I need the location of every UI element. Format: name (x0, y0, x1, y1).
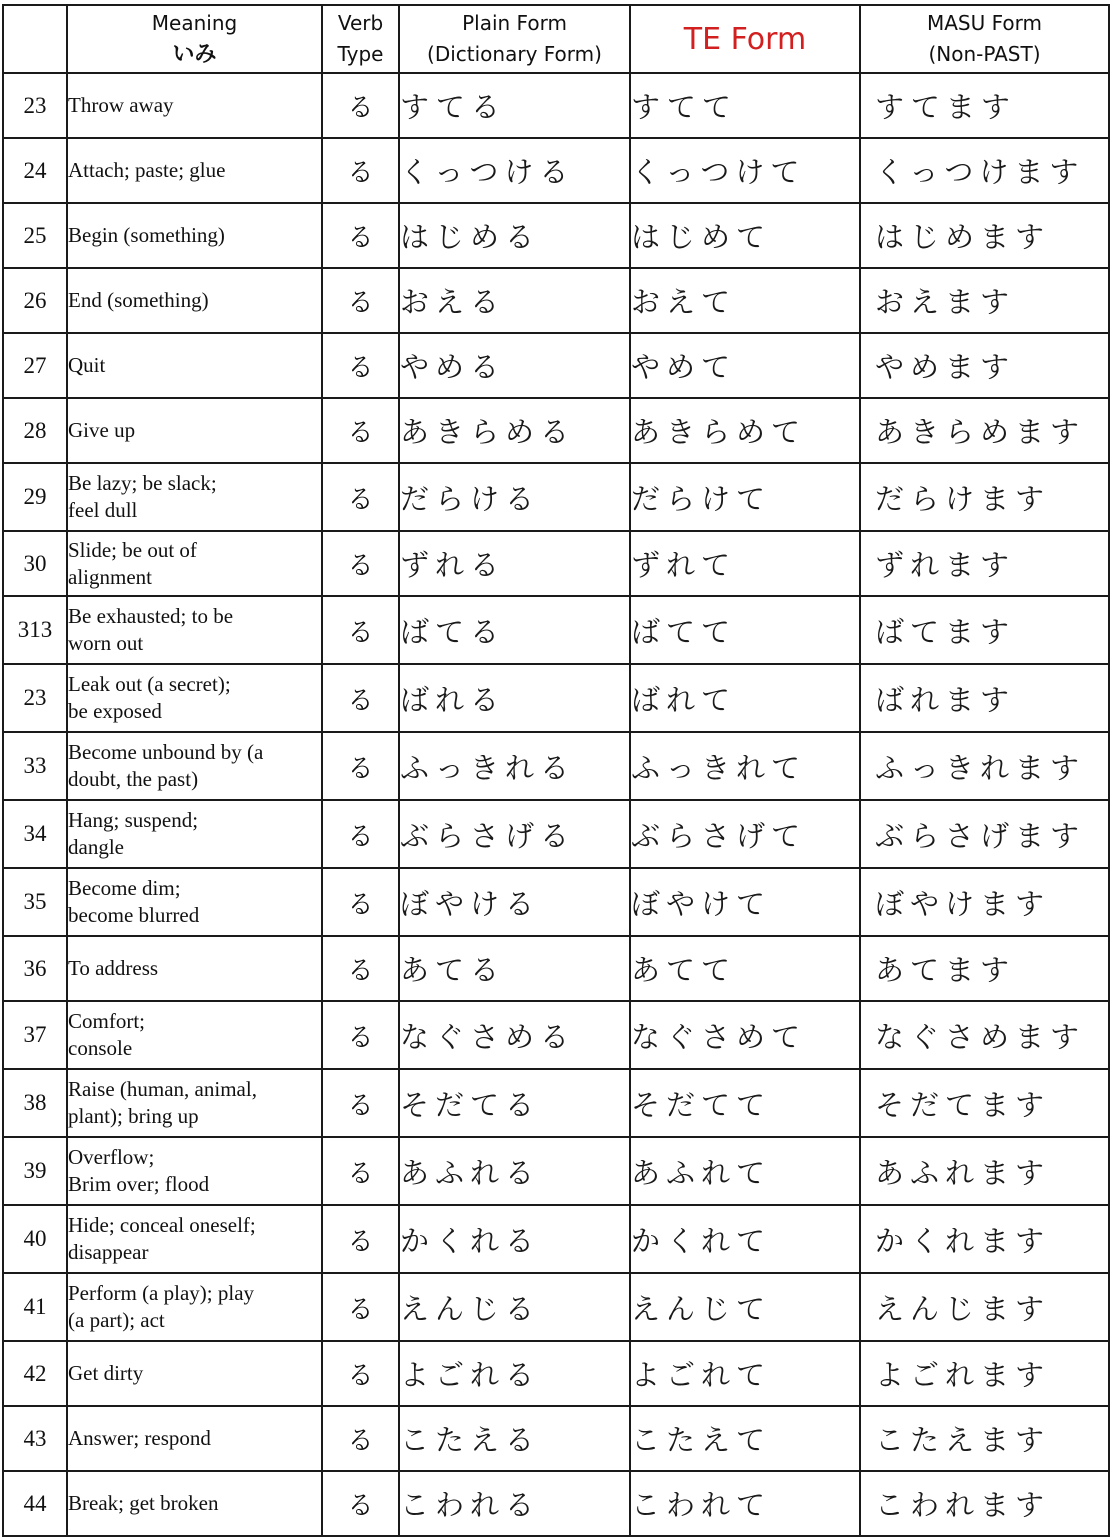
header-row (3, 5, 1109, 73)
header-meaning (67, 5, 322, 73)
verb-type-cell: る (322, 398, 399, 463)
meaning-cell (67, 596, 322, 664)
meaning-line: Become unbound by (a (68, 740, 264, 764)
meaning-line: Hide; conceal oneself; (68, 1213, 256, 1237)
table-row (3, 1406, 1109, 1471)
row-number: 313 (3, 596, 67, 664)
row-number: 23 (3, 73, 67, 138)
meaning-line: Overflow; (68, 1145, 155, 1169)
masu-form-cell: そだてます (860, 1069, 1109, 1137)
verb-type-cell: る (322, 1137, 399, 1205)
header-plain-form-line2: (Dictionary Form) (427, 42, 602, 66)
row-number: 26 (3, 268, 67, 333)
verb-type-cell: る (322, 1205, 399, 1273)
te-form-cell: ずれて (630, 531, 860, 596)
verb-type-cell: る (322, 664, 399, 732)
row-number: 29 (3, 463, 67, 531)
meaning-cell (67, 1001, 322, 1069)
table-row (3, 531, 1109, 596)
meaning-line: doubt, the past) (68, 767, 199, 791)
meaning-line: Leak out (a secret); (68, 672, 231, 696)
te-form-cell: ぶらさげて (630, 800, 860, 868)
meaning-line: plant); bring up (68, 1104, 199, 1128)
verb-conjugation-sheet (2, 4, 1108, 1537)
plain-form-cell: あふれる (399, 1137, 630, 1205)
verb-type-cell: る (322, 333, 399, 398)
te-form-cell: だらけて (630, 463, 860, 531)
plain-form-cell: よごれる (399, 1341, 630, 1406)
row-number: 38 (3, 1069, 67, 1137)
masu-form-cell: はじめます (860, 203, 1109, 268)
table-row (3, 936, 1109, 1001)
verb-type-cell: る (322, 1001, 399, 1069)
te-form-cell: よごれて (630, 1341, 860, 1406)
masu-form-cell: ずれます (860, 531, 1109, 596)
header-te-form-label: TE Form (683, 21, 807, 57)
meaning-line: Get dirty (68, 1361, 144, 1385)
masu-form-cell: ばてます (860, 596, 1109, 664)
masu-form-cell: よごれます (860, 1341, 1109, 1406)
masu-form-cell: かくれます (860, 1205, 1109, 1273)
te-form-cell: かくれて (630, 1205, 860, 1273)
table-row (3, 800, 1109, 868)
verb-type-cell: る (322, 203, 399, 268)
plain-form-cell: ぶらさげる (399, 800, 630, 868)
plain-form-cell: はじめる (399, 203, 630, 268)
header-te-form (630, 5, 860, 73)
plain-form-cell: すてる (399, 73, 630, 138)
row-number: 40 (3, 1205, 67, 1273)
verb-type-cell: る (322, 1406, 399, 1471)
row-number: 44 (3, 1471, 67, 1536)
table-row (3, 1341, 1109, 1406)
verb-type-cell: る (322, 73, 399, 138)
table-row (3, 1137, 1109, 1205)
meaning-line: console (68, 1036, 133, 1060)
header-meaning-label: Meaning (151, 11, 238, 35)
meaning-line: Be exhausted; to be (68, 604, 234, 628)
plain-form-cell: ずれる (399, 531, 630, 596)
masu-form-cell: えんじます (860, 1273, 1109, 1341)
masu-form-cell: あきらめます (860, 398, 1109, 463)
meaning-line: Be lazy; be slack; (68, 471, 217, 495)
masu-form-cell: こわれます (860, 1471, 1109, 1536)
table-row (3, 203, 1109, 268)
table-row (3, 1069, 1109, 1137)
header-plain-form (399, 5, 630, 73)
meaning-cell (67, 1137, 322, 1205)
plain-form-cell: こたえる (399, 1406, 630, 1471)
te-form-cell: なぐさめて (630, 1001, 860, 1069)
meaning-cell (67, 1406, 322, 1471)
meaning-cell (67, 936, 322, 1001)
te-form-cell: ぼやけて (630, 868, 860, 936)
plain-form-cell: ふっきれる (399, 732, 630, 800)
verb-type-cell: る (322, 800, 399, 868)
meaning-cell (67, 138, 322, 203)
verb-type-cell: る (322, 1341, 399, 1406)
meaning-cell (67, 268, 322, 333)
meaning-line: become blurred (68, 903, 200, 927)
verb-conjugation-table (2, 4, 1110, 1537)
plain-form-cell: こわれる (399, 1471, 630, 1536)
header-plain-form-line1: Plain Form (462, 11, 567, 35)
te-form-cell: ばれて (630, 664, 860, 732)
table-row (3, 1273, 1109, 1341)
meaning-line: dangle (68, 835, 124, 859)
table-row (3, 268, 1109, 333)
te-form-cell: えんじて (630, 1273, 860, 1341)
row-number: 33 (3, 732, 67, 800)
meaning-cell (67, 203, 322, 268)
plain-form-cell: かくれる (399, 1205, 630, 1273)
plain-form-cell: ばれる (399, 664, 630, 732)
header-masu-form (860, 5, 1109, 73)
verb-type-cell: る (322, 868, 399, 936)
row-number: 25 (3, 203, 67, 268)
verb-type-cell: る (322, 936, 399, 1001)
te-form-cell: すてて (630, 73, 860, 138)
plain-form-cell: そだてる (399, 1069, 630, 1137)
row-number: 23 (3, 664, 67, 732)
table-body (3, 73, 1109, 1536)
header-verb-type (322, 5, 399, 73)
verb-type-cell: る (322, 732, 399, 800)
header-masu-form-line1: MASU Form (926, 11, 1042, 35)
verb-type-cell: る (322, 1069, 399, 1137)
meaning-cell (67, 664, 322, 732)
masu-form-cell: こたえます (860, 1406, 1109, 1471)
row-number: 43 (3, 1406, 67, 1471)
plain-form-cell: くっつける (399, 138, 630, 203)
masu-form-cell: ぼやけます (860, 868, 1109, 936)
meaning-line: alignment (68, 564, 152, 589)
plain-form-cell: やめる (399, 333, 630, 398)
te-form-cell: あきらめて (630, 398, 860, 463)
meaning-cell (67, 800, 322, 868)
meaning-cell (67, 463, 322, 531)
row-number: 34 (3, 800, 67, 868)
masu-form-cell: だらけます (860, 463, 1109, 531)
table-row (3, 1471, 1109, 1536)
row-number: 30 (3, 531, 67, 596)
table-row (3, 138, 1109, 203)
plain-form-cell: えんじる (399, 1273, 630, 1341)
te-form-cell: やめて (630, 333, 860, 398)
row-number: 37 (3, 1001, 67, 1069)
meaning-cell (67, 1069, 322, 1137)
verb-type-cell: る (322, 138, 399, 203)
meaning-line: Attach; paste; glue (68, 158, 226, 182)
verb-type-cell: る (322, 1273, 399, 1341)
meaning-line: disappear (68, 1240, 149, 1264)
table-row (3, 732, 1109, 800)
te-form-cell: あてて (630, 936, 860, 1001)
meaning-cell (67, 868, 322, 936)
te-form-cell: ふっきれて (630, 732, 860, 800)
meaning-cell (67, 398, 322, 463)
row-number: 39 (3, 1137, 67, 1205)
meaning-cell (67, 1341, 322, 1406)
masu-form-cell: あふれます (860, 1137, 1109, 1205)
masu-form-cell: ぶらさげます (860, 800, 1109, 868)
meaning-line: Break; get broken (68, 1491, 219, 1515)
row-number: 41 (3, 1273, 67, 1341)
meaning-line: worn out (68, 631, 144, 655)
meaning-line: Perform (a play); play (68, 1281, 255, 1305)
meaning-line: To address (68, 956, 159, 980)
plain-form-cell: ぼやける (399, 868, 630, 936)
table-row (3, 1001, 1109, 1069)
masu-form-cell: おえます (860, 268, 1109, 333)
table-row (3, 398, 1109, 463)
meaning-cell (67, 732, 322, 800)
te-form-cell: こたえて (630, 1406, 860, 1471)
meaning-cell (67, 531, 322, 596)
te-form-cell: ばてて (630, 596, 860, 664)
plain-form-cell: おえる (399, 268, 630, 333)
verb-type-cell: る (322, 531, 399, 596)
te-form-cell: そだてて (630, 1069, 860, 1137)
meaning-cell (67, 73, 322, 138)
meaning-line: Quit (68, 353, 106, 377)
verb-type-cell: る (322, 596, 399, 664)
masu-form-cell: ふっきれます (860, 732, 1109, 800)
row-number: 27 (3, 333, 67, 398)
te-form-cell: あふれて (630, 1137, 860, 1205)
meaning-cell (67, 1205, 322, 1273)
plain-form-cell: あてる (399, 936, 630, 1001)
masu-form-cell: すてます (860, 73, 1109, 138)
meaning-line: Brim over; flood (68, 1172, 210, 1196)
plain-form-cell: だらける (399, 463, 630, 531)
meaning-line: End (something) (68, 288, 209, 312)
meaning-line: be exposed (68, 699, 162, 723)
row-number: 42 (3, 1341, 67, 1406)
verb-type-cell: る (322, 268, 399, 333)
verb-type-cell: る (322, 463, 399, 531)
table-row (3, 868, 1109, 936)
masu-form-cell: ばれます (860, 664, 1109, 732)
plain-form-cell: ばてる (399, 596, 630, 664)
masu-form-cell: あてます (860, 936, 1109, 1001)
masu-form-cell: やめます (860, 333, 1109, 398)
meaning-cell (67, 333, 322, 398)
row-number: 35 (3, 868, 67, 936)
row-number: 36 (3, 936, 67, 1001)
header-masu-form-line2: (Non-PAST) (928, 42, 1041, 66)
table-row (3, 664, 1109, 732)
plain-form-cell: あきらめる (399, 398, 630, 463)
meaning-line: feel dull (68, 498, 138, 522)
header-meaning-japanese: いみ (172, 42, 217, 67)
meaning-line: Comfort; (68, 1009, 145, 1033)
table-row (3, 463, 1109, 531)
plain-form-cell: なぐさめる (399, 1001, 630, 1069)
table-row (3, 333, 1109, 398)
meaning-line: Begin (something) (68, 223, 225, 247)
masu-form-cell: くっつけます (860, 138, 1109, 203)
table-row (3, 596, 1109, 664)
meaning-line: Hang; suspend; (68, 808, 199, 832)
masu-form-cell: なぐさめます (860, 1001, 1109, 1069)
meaning-line: Give up (68, 418, 136, 442)
meaning-line: Become dim; (68, 876, 181, 900)
meaning-line: Raise (human, animal, (68, 1077, 257, 1101)
row-number: 24 (3, 138, 67, 203)
te-form-cell: くっつけて (630, 138, 860, 203)
table-row (3, 73, 1109, 138)
te-form-cell: こわれて (630, 1471, 860, 1536)
te-form-cell: はじめて (630, 203, 860, 268)
verb-type-cell: る (322, 1471, 399, 1536)
meaning-line: Slide; be out of (68, 537, 197, 562)
row-number: 28 (3, 398, 67, 463)
meaning-line: Answer; respond (68, 1426, 211, 1450)
meaning-cell (67, 1273, 322, 1341)
header-number (3, 5, 67, 73)
table-row (3, 1205, 1109, 1273)
meaning-line: (a part); act (68, 1308, 165, 1332)
meaning-line: Throw away (68, 93, 174, 117)
te-form-cell: おえて (630, 268, 860, 333)
meaning-cell (67, 1471, 322, 1536)
header-verb-type-line1: Verb (337, 11, 384, 35)
header-verb-type-line2: Type (337, 42, 384, 66)
